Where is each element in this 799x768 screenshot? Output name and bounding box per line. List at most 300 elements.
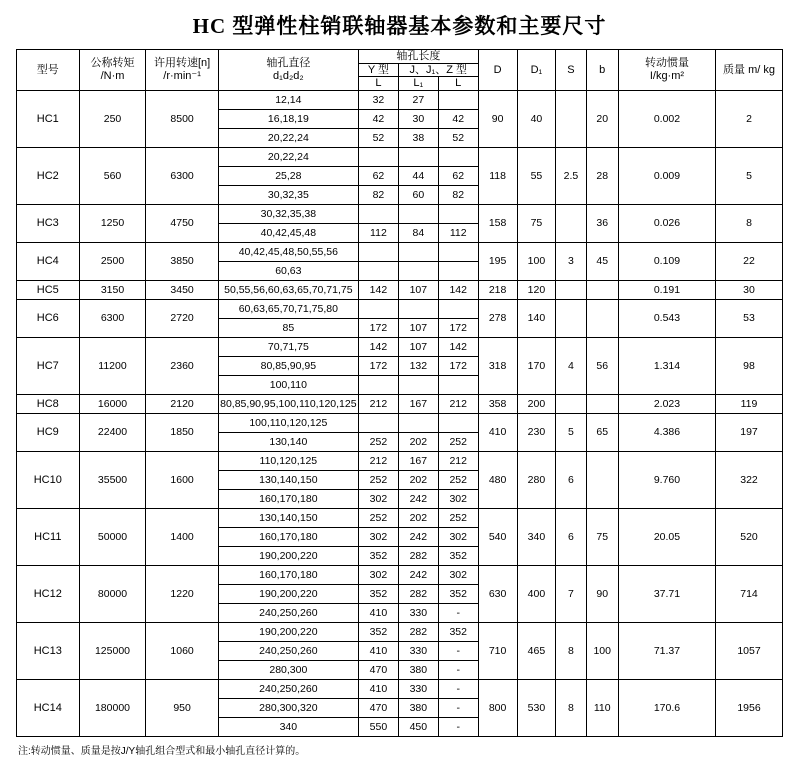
- cell-bore-length-Lz: [438, 204, 478, 223]
- cell-bore-length-Lz: 212: [438, 394, 478, 413]
- th-L: L: [358, 77, 398, 91]
- cell-bore-length-L1: 44: [398, 166, 438, 185]
- cell-D1: 55: [517, 147, 556, 204]
- cell-torque: 1250: [79, 204, 146, 242]
- cell-b: [586, 451, 618, 508]
- cell-bore-diameter: 70,71,75: [218, 337, 358, 356]
- cell-D1: 170: [517, 337, 556, 394]
- cell-bore-length-L: 410: [358, 679, 398, 698]
- cell-bore-length-L1: 167: [398, 451, 438, 470]
- cell-bore-diameter: 340: [218, 717, 358, 736]
- cell-bore-length-Lz: [438, 261, 478, 280]
- cell-inertia: 71.37: [618, 622, 715, 679]
- cell-bore-length-L1: 38: [398, 128, 438, 147]
- cell-inertia: 0.109: [618, 242, 715, 280]
- cell-model: HC10: [17, 451, 80, 508]
- cell-bore-length-L: 470: [358, 660, 398, 679]
- th-speed: [146, 50, 218, 91]
- cell-b: 28: [586, 147, 618, 204]
- cell-S: 5: [556, 413, 586, 451]
- cell-S: 4: [556, 337, 586, 394]
- cell-bore-length-L: 352: [358, 622, 398, 641]
- cell-torque: 6300: [79, 299, 146, 337]
- table-header: [17, 50, 783, 91]
- cell-torque: 50000: [79, 508, 146, 565]
- cell-bore-length-L: [358, 375, 398, 394]
- cell-bore-length-L1: [398, 413, 438, 432]
- th-jz-type: J、J₁、Z 型: [398, 63, 478, 77]
- cell-mass: 714: [716, 565, 783, 622]
- cell-bore-length-L1: 30: [398, 109, 438, 128]
- cell-speed: 1400: [146, 508, 218, 565]
- cell-torque: 16000: [79, 394, 146, 413]
- cell-speed: 3850: [146, 242, 218, 280]
- cell-inertia: 0.009: [618, 147, 715, 204]
- cell-bore-diameter: 240,250,260: [218, 603, 358, 622]
- cell-bore-diameter: 30,32,35,38: [218, 204, 358, 223]
- cell-b: 56: [586, 337, 618, 394]
- cell-bore-diameter: 20,22,24: [218, 147, 358, 166]
- cell-b: 75: [586, 508, 618, 565]
- cell-bore-length-L: 302: [358, 527, 398, 546]
- cell-speed: 2120: [146, 394, 218, 413]
- th-D: D: [478, 50, 517, 91]
- cell-bore-length-Lz: -: [438, 698, 478, 717]
- cell-bore-diameter: 50,55,56,60,63,65,70,71,75: [218, 280, 358, 299]
- cell-b: 110: [586, 679, 618, 736]
- cell-bore-diameter: 240,250,260: [218, 679, 358, 698]
- th-b: b: [586, 50, 618, 91]
- cell-bore-length-Lz: 82: [438, 185, 478, 204]
- cell-bore-diameter: 40,42,45,48: [218, 223, 358, 242]
- cell-mass: 22: [716, 242, 783, 280]
- cell-model: HC1: [17, 90, 80, 147]
- cell-D: 195: [478, 242, 517, 280]
- cell-D: 540: [478, 508, 517, 565]
- cell-bore-diameter: 190,200,220: [218, 546, 358, 565]
- cell-inertia: 0.026: [618, 204, 715, 242]
- cell-S: 8: [556, 622, 586, 679]
- cell-bore-length-L: [358, 204, 398, 223]
- cell-inertia: 20.05: [618, 508, 715, 565]
- cell-S: 7: [556, 565, 586, 622]
- cell-D1: 140: [517, 299, 556, 337]
- cell-torque: 22400: [79, 413, 146, 451]
- cell-model: HC13: [17, 622, 80, 679]
- cell-model: HC14: [17, 679, 80, 736]
- cell-model: HC3: [17, 204, 80, 242]
- cell-speed: 2720: [146, 299, 218, 337]
- table-row: [17, 451, 783, 470]
- cell-b: 90: [586, 565, 618, 622]
- cell-speed: 3450: [146, 280, 218, 299]
- cell-inertia: 4.386: [618, 413, 715, 451]
- cell-bore-length-L: 302: [358, 565, 398, 584]
- cell-model: HC9: [17, 413, 80, 451]
- cell-D: 480: [478, 451, 517, 508]
- cell-bore-length-L1: 202: [398, 508, 438, 527]
- table-body: [17, 90, 783, 736]
- cell-bore-length-Lz: 212: [438, 451, 478, 470]
- cell-D: 278: [478, 299, 517, 337]
- cell-bore-length-L1: 202: [398, 432, 438, 451]
- cell-bore-length-L1: 380: [398, 660, 438, 679]
- cell-b: 45: [586, 242, 618, 280]
- cell-bore-length-Lz: 352: [438, 546, 478, 565]
- table-row: [17, 679, 783, 698]
- cell-bore-length-L1: [398, 299, 438, 318]
- table-row: [17, 508, 783, 527]
- page-title: HC 型弹性柱销联轴器基本参数和主要尺寸: [192, 14, 607, 38]
- cell-bore-length-L: 142: [358, 337, 398, 356]
- cell-D1: 100: [517, 242, 556, 280]
- cell-bore-diameter: 60,63,65,70,71,75,80: [218, 299, 358, 318]
- cell-b: 100: [586, 622, 618, 679]
- cell-torque: 3150: [79, 280, 146, 299]
- cell-bore-length-L: 252: [358, 508, 398, 527]
- cell-bore-length-Lz: -: [438, 641, 478, 660]
- cell-D: 630: [478, 565, 517, 622]
- cell-bore-length-L1: 132: [398, 356, 438, 375]
- cell-bore-diameter: 130,140,150: [218, 470, 358, 489]
- cell-S: [556, 299, 586, 337]
- cell-bore-length-L: [358, 299, 398, 318]
- cell-torque: 560: [79, 147, 146, 204]
- cell-bore-length-L: 212: [358, 451, 398, 470]
- cell-model: HC4: [17, 242, 80, 280]
- cell-model: HC5: [17, 280, 80, 299]
- cell-bore-length-L1: 330: [398, 641, 438, 660]
- cell-D1: 40: [517, 90, 556, 147]
- cell-bore-length-L: 550: [358, 717, 398, 736]
- cell-bore-diameter: 160,170,180: [218, 489, 358, 508]
- cell-bore-diameter: 280,300,320: [218, 698, 358, 717]
- cell-D: 800: [478, 679, 517, 736]
- cell-bore-length-Lz: -: [438, 679, 478, 698]
- cell-S: 2.5: [556, 147, 586, 204]
- th-torque-line2: /N·m: [100, 69, 125, 82]
- cell-bore-diameter: 40,42,45,48,50,55,56: [218, 242, 358, 261]
- cell-bore-length-L1: 282: [398, 584, 438, 603]
- cell-mass: 1057: [716, 622, 783, 679]
- cell-bore-length-L1: 242: [398, 565, 438, 584]
- cell-bore-length-L1: [398, 375, 438, 394]
- cell-bore-length-L: 62: [358, 166, 398, 185]
- cell-bore-diameter: 160,170,180: [218, 527, 358, 546]
- cell-bore-length-L1: 282: [398, 622, 438, 641]
- table-row: [17, 413, 783, 432]
- cell-bore-length-L: 470: [358, 698, 398, 717]
- cell-bore-length-L1: [398, 242, 438, 261]
- cell-torque: 35500: [79, 451, 146, 508]
- cell-D1: 120: [517, 280, 556, 299]
- cell-D: 710: [478, 622, 517, 679]
- cell-bore-length-Lz: [438, 242, 478, 261]
- cell-S: 6: [556, 508, 586, 565]
- cell-bore-length-Lz: 302: [438, 489, 478, 508]
- cell-S: [556, 280, 586, 299]
- cell-bore-length-Lz: 172: [438, 356, 478, 375]
- cell-bore-diameter: 80,85,90,95: [218, 356, 358, 375]
- cell-model: HC8: [17, 394, 80, 413]
- cell-b: 20: [586, 90, 618, 147]
- cell-torque: 250: [79, 90, 146, 147]
- th-torque-line1: 公称转矩: [90, 57, 135, 70]
- cell-b: [586, 394, 618, 413]
- cell-torque: 180000: [79, 679, 146, 736]
- cell-b: 65: [586, 413, 618, 451]
- table-note: 注:转动惯量、质量是按J/Y轴孔组合型式和最小轴孔直径计算的。: [18, 745, 306, 757]
- cell-bore-length-L: 410: [358, 641, 398, 660]
- table-row: [17, 337, 783, 356]
- cell-bore-diameter: 20,22,24: [218, 128, 358, 147]
- cell-model: HC11: [17, 508, 80, 565]
- cell-bore-diameter: 110,120,125: [218, 451, 358, 470]
- cell-bore-length-Lz: 42: [438, 109, 478, 128]
- cell-inertia: 2.023: [618, 394, 715, 413]
- th-bore-diameter-line1: 轴孔直径: [266, 57, 311, 70]
- cell-mass: 2: [716, 90, 783, 147]
- cell-inertia: 9.760: [618, 451, 715, 508]
- cell-bore-length-L1: 167: [398, 394, 438, 413]
- cell-D: 158: [478, 204, 517, 242]
- cell-torque: 80000: [79, 565, 146, 622]
- cell-bore-length-L1: 107: [398, 337, 438, 356]
- cell-bore-length-Lz: 252: [438, 508, 478, 527]
- cell-bore-length-L1: [398, 261, 438, 280]
- cell-bore-length-L: [358, 147, 398, 166]
- cell-bore-length-L1: 27: [398, 90, 438, 109]
- cell-D1: 75: [517, 204, 556, 242]
- cell-bore-diameter: 25,28: [218, 166, 358, 185]
- cell-bore-diameter: 30,32,35: [218, 185, 358, 204]
- cell-bore-diameter: 80,85,90,95,100,110,120,125: [218, 394, 358, 413]
- cell-b: [586, 280, 618, 299]
- cell-D1: 400: [517, 565, 556, 622]
- cell-bore-length-Lz: 112: [438, 223, 478, 242]
- cell-bore-length-L: 252: [358, 432, 398, 451]
- cell-model: HC12: [17, 565, 80, 622]
- cell-mass: 119: [716, 394, 783, 413]
- cell-mass: 322: [716, 451, 783, 508]
- cell-mass: 1956: [716, 679, 783, 736]
- cell-inertia: 0.002: [618, 90, 715, 147]
- cell-bore-length-Lz: [438, 413, 478, 432]
- cell-bore-length-L: 252: [358, 470, 398, 489]
- th-inertia-line1: 转动惯量: [644, 57, 689, 70]
- th-torque: [79, 50, 146, 91]
- cell-bore-length-L: 352: [358, 584, 398, 603]
- cell-bore-diameter: 190,200,220: [218, 622, 358, 641]
- table-row: [17, 90, 783, 109]
- cell-mass: 5: [716, 147, 783, 204]
- table-row: [17, 147, 783, 166]
- cell-speed: 1060: [146, 622, 218, 679]
- cell-bore-length-L1: [398, 147, 438, 166]
- table-row: [17, 622, 783, 641]
- cell-bore-diameter: 130,140,150: [218, 508, 358, 527]
- cell-bore-length-L: 142: [358, 280, 398, 299]
- cell-bore-length-Lz: [438, 375, 478, 394]
- cell-S: 6: [556, 451, 586, 508]
- cell-bore-length-L1: 242: [398, 489, 438, 508]
- cell-bore-length-L1: 107: [398, 280, 438, 299]
- cell-speed: 8500: [146, 90, 218, 147]
- table-row: [17, 565, 783, 584]
- cell-bore-length-L: 172: [358, 356, 398, 375]
- cell-bore-length-Lz: [438, 147, 478, 166]
- cell-model: HC7: [17, 337, 80, 394]
- cell-bore-length-L: [358, 242, 398, 261]
- cell-S: [556, 204, 586, 242]
- cell-bore-length-L: [358, 261, 398, 280]
- cell-bore-length-Lz: 172: [438, 318, 478, 337]
- cell-bore-length-L1: 202: [398, 470, 438, 489]
- cell-bore-length-L: 302: [358, 489, 398, 508]
- cell-bore-diameter: 85: [218, 318, 358, 337]
- cell-bore-length-L1: 380: [398, 698, 438, 717]
- cell-D1: 230: [517, 413, 556, 451]
- cell-bore-diameter: 160,170,180: [218, 565, 358, 584]
- cell-mass: 30: [716, 280, 783, 299]
- cell-speed: 6300: [146, 147, 218, 204]
- cell-bore-length-L1: 107: [398, 318, 438, 337]
- th-y-type: Y 型: [358, 63, 398, 77]
- cell-bore-length-Lz: 252: [438, 432, 478, 451]
- cell-S: 8: [556, 679, 586, 736]
- cell-S: 3: [556, 242, 586, 280]
- cell-bore-length-L1: [398, 204, 438, 223]
- cell-bore-length-L: 42: [358, 109, 398, 128]
- cell-D1: 340: [517, 508, 556, 565]
- th-mass: 质量 m/ kg: [716, 50, 783, 91]
- th-speed-line1: 许用转速[n]: [153, 57, 211, 70]
- cell-bore-length-Lz: [438, 299, 478, 318]
- cell-model: HC6: [17, 299, 80, 337]
- cell-bore-length-Lz: -: [438, 717, 478, 736]
- cell-bore-length-L1: 450: [398, 717, 438, 736]
- cell-D: 118: [478, 147, 517, 204]
- cell-speed: 950: [146, 679, 218, 736]
- cell-speed: 4750: [146, 204, 218, 242]
- cell-bore-length-Lz: 252: [438, 470, 478, 489]
- table-row: [17, 280, 783, 299]
- table-row: [17, 394, 783, 413]
- cell-inertia: 170.6: [618, 679, 715, 736]
- cell-D1: 465: [517, 622, 556, 679]
- table-row: [17, 204, 783, 223]
- cell-bore-length-Lz: -: [438, 660, 478, 679]
- table-row: [17, 299, 783, 318]
- cell-bore-length-Lz: 352: [438, 622, 478, 641]
- cell-bore-length-L: [358, 413, 398, 432]
- cell-bore-length-L: 82: [358, 185, 398, 204]
- th-inertia-line2: I/kg·m²: [649, 69, 685, 82]
- cell-bore-length-Lz: 62: [438, 166, 478, 185]
- cell-model: HC2: [17, 147, 80, 204]
- cell-D: 358: [478, 394, 517, 413]
- th-bore-diameter-line2: d₁d₂d₂: [273, 69, 304, 82]
- cell-b: 36: [586, 204, 618, 242]
- cell-bore-diameter: 280,300: [218, 660, 358, 679]
- th-speed-line2: /r·min⁻¹: [163, 69, 201, 82]
- cell-b: [586, 299, 618, 337]
- th-L1: L₁: [398, 77, 438, 91]
- cell-D1: 280: [517, 451, 556, 508]
- cell-bore-length-Lz: 302: [438, 527, 478, 546]
- cell-inertia: 0.191: [618, 280, 715, 299]
- cell-S: [556, 394, 586, 413]
- cell-bore-length-Lz: 142: [438, 280, 478, 299]
- cell-bore-length-Lz: 52: [438, 128, 478, 147]
- table-row: [17, 242, 783, 261]
- cell-bore-diameter: 100,110: [218, 375, 358, 394]
- cell-bore-length-L1: 84: [398, 223, 438, 242]
- th-model: 型号: [17, 50, 80, 91]
- cell-bore-length-Lz: [438, 90, 478, 109]
- cell-bore-length-Lz: -: [438, 603, 478, 622]
- th-bore-diameter: [218, 50, 358, 91]
- coupling-parameters-table: [16, 49, 783, 737]
- cell-bore-length-L1: 330: [398, 603, 438, 622]
- cell-inertia: 37.71: [618, 565, 715, 622]
- cell-bore-length-L: 410: [358, 603, 398, 622]
- cell-D: 90: [478, 90, 517, 147]
- cell-bore-length-L: 352: [358, 546, 398, 565]
- cell-torque: 125000: [79, 622, 146, 679]
- cell-mass: 520: [716, 508, 783, 565]
- cell-bore-length-Lz: 352: [438, 584, 478, 603]
- cell-bore-length-L: 112: [358, 223, 398, 242]
- th-bore-length: 轴孔长度: [358, 50, 478, 64]
- cell-bore-length-L1: 60: [398, 185, 438, 204]
- cell-torque: 11200: [79, 337, 146, 394]
- cell-bore-length-Lz: 142: [438, 337, 478, 356]
- th-L-jz: L: [438, 77, 478, 91]
- cell-torque: 2500: [79, 242, 146, 280]
- cell-bore-length-L1: 330: [398, 679, 438, 698]
- th-D1: D₁: [517, 50, 556, 91]
- cell-mass: 197: [716, 413, 783, 451]
- cell-speed: 2360: [146, 337, 218, 394]
- cell-inertia: 0.543: [618, 299, 715, 337]
- cell-bore-length-L: 172: [358, 318, 398, 337]
- cell-bore-diameter: 130,140: [218, 432, 358, 451]
- cell-bore-length-L1: 242: [398, 527, 438, 546]
- cell-inertia: 1.314: [618, 337, 715, 394]
- th-S: S: [556, 50, 586, 91]
- cell-D1: 200: [517, 394, 556, 413]
- cell-bore-length-L: 212: [358, 394, 398, 413]
- cell-D: 218: [478, 280, 517, 299]
- cell-bore-diameter: 60,63: [218, 261, 358, 280]
- cell-D1: 530: [517, 679, 556, 736]
- cell-bore-length-Lz: 302: [438, 565, 478, 584]
- cell-mass: 8: [716, 204, 783, 242]
- cell-speed: 1600: [146, 451, 218, 508]
- th-inertia: [618, 50, 715, 91]
- cell-D: 410: [478, 413, 517, 451]
- cell-bore-diameter: 240,250,260: [218, 641, 358, 660]
- cell-speed: 1220: [146, 565, 218, 622]
- cell-bore-diameter: 100,110,120,125: [218, 413, 358, 432]
- cell-mass: 98: [716, 337, 783, 394]
- cell-speed: 1850: [146, 413, 218, 451]
- cell-bore-diameter: 12,14: [218, 90, 358, 109]
- cell-bore-length-L: 32: [358, 90, 398, 109]
- cell-mass: 53: [716, 299, 783, 337]
- cell-bore-length-L1: 282: [398, 546, 438, 565]
